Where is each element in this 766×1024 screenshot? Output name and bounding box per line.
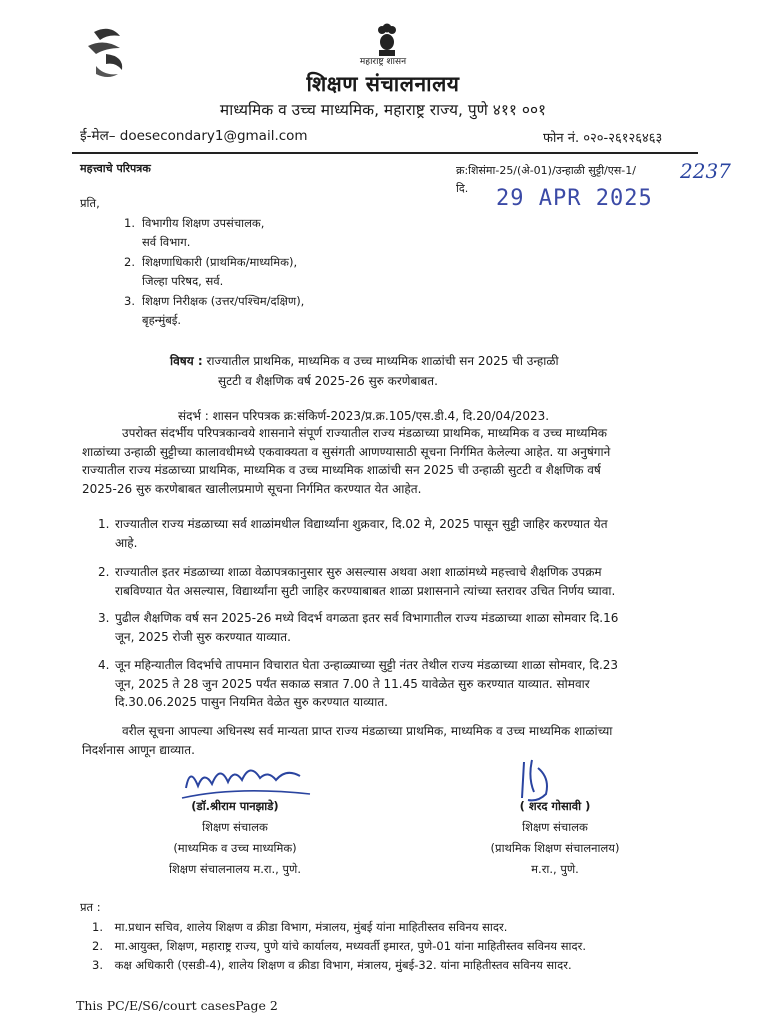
signatory-designation: शिक्षण संचालक — [522, 820, 588, 834]
addressee-number: 2. — [124, 255, 135, 269]
intro-line: राज्यातील राज्य मंडळाच्या प्राथमिक, माध्यमिक व उच्च माध्यमिक शाळांची सन 2025 ची उन्हाळी सुटटी व शैक्षणिक वर्ष — [82, 463, 601, 478]
copy-to-text: कक्ष अधिकारी (एसडी-4), शालेय शिक्षण व क्रीडा विभाग, मंत्रालय, मुंबई-32. यांना माहितीस्तव सविनय सादर. — [114, 958, 572, 972]
point-line: आहे. — [115, 535, 138, 550]
reference-number: क्र:शिसंमा-25/(अे-01)/उन्हाळी सुट्टी/एस-1/ — [456, 164, 636, 177]
copy-to-number: 2. — [92, 939, 103, 953]
date-stamp: 29 APR 2025 — [496, 186, 653, 211]
state-emblem-icon — [376, 22, 398, 58]
copy-to-item — [92, 939, 586, 954]
department-title: शिक्षण संचालनालय — [306, 72, 460, 96]
copy-to-item — [92, 958, 572, 973]
addressee-line: बृहन्मुंबई. — [142, 313, 182, 327]
intro-line: 2025-26 सुरु करणेबाबत खालीलप्रमाणे सूचना निर्गमित करण्यात येत आहेत. — [82, 481, 422, 496]
signatory-dept: (माध्यमिक व उच्च माध्यमिक) — [173, 841, 297, 855]
email-line: ई-मेल– doesecondary1@gmail.com — [80, 128, 308, 144]
point-item — [98, 609, 708, 649]
signatory-left — [130, 796, 340, 880]
closing-paragraph — [82, 722, 712, 759]
point-line: दि.30.06.2025 पासुन नियमित वेळेत सुरु करण्यात याव्यात. — [115, 695, 388, 710]
header-divider — [72, 152, 698, 154]
subject-line: सुटटी व शैक्षणिक वर्ष 2025-26 सुरु करणेबाबत. — [218, 374, 438, 388]
phone-line: फोन नं. ०२०-२६१२६४६३ — [543, 131, 663, 146]
intro-paragraph — [82, 424, 712, 498]
signatory-dept: (प्राथमिक शिक्षण संचालनालय) — [490, 841, 620, 855]
addressee-line: जिल्हा परिषद, सर्व. — [142, 274, 224, 288]
copy-to-number: 1. — [92, 920, 103, 934]
closing-line: वरील सूचना आपल्या अधिनस्थ सर्व मान्यता प्राप्त राज्य मंडळाच्या प्राथमिक, माध्यमिक व उच्च माध्यमिक शाळांच्या — [122, 724, 613, 738]
closing-line: निदर्शनास आणून द्याव्यात. — [82, 742, 195, 757]
addressee-item — [124, 292, 424, 330]
copy-to-label: प्रत : — [80, 900, 101, 914]
copy-to-text: मा.प्रधान सचिव, शालेय शिक्षण व क्रीडा विभाग, मंत्रालय, मुंबई यांना माहितीस्तव सविनय सादर. — [114, 920, 508, 934]
subject-block — [170, 351, 680, 391]
circular-type: महत्त्वाचे परिपत्रक — [80, 162, 151, 175]
subject-line: राज्यातील प्राथमिक, माध्यमिक व उच्च माध्यमिक शाळांची सन 2025 ची उन्हाळी — [206, 354, 559, 368]
point-line: राबविण्यात येत असल्यास, विद्यार्थ्यांना सुटी जाहिर करण्याबाबत शाळा प्रशासनाने त्यांच्या स्तरावर उचित निर्णय घ्यावा. — [115, 583, 616, 598]
signatory-office: शिक्षण संचालनालय म.रा., पुणे. — [168, 862, 302, 876]
addressee-line: शिक्षण निरीक्षक (उत्तर/पश्चिम/दक्षिण), — [142, 294, 305, 308]
addressee-item — [124, 214, 424, 252]
footer-path: This PC/E/S6/court casesPage 2 — [76, 998, 278, 1013]
reference-line: संदर्भ : शासन परिपत्रक क्र:संकिर्ण-2023/प्र.क्र.105/एस.डी.4, दि.20/04/2023. — [178, 409, 550, 423]
reference-handwritten-number: 2237 — [680, 159, 731, 183]
date-label: दि. — [456, 182, 469, 195]
point-item — [98, 563, 708, 603]
addressee-line: शिक्षणाधिकारी (प्राथमिक/माध्यमिक), — [142, 255, 298, 269]
intro-line: शाळांच्या उन्हाळी सुट्टीच्या कालावधीमध्ये एकवाक्यता व सुसंगती आणण्यासाठी सूचना निर्गमित केलेल्या आहेत. या अनुषंगाने — [82, 444, 611, 459]
point-number: 2. — [98, 565, 110, 579]
addressee-line: सर्व विभाग. — [142, 235, 191, 249]
signatory-office: म.रा., पुणे. — [531, 862, 579, 876]
signatory-right — [450, 796, 660, 880]
maharashtra-shasan-label: महाराष्ट्र शासन — [359, 57, 407, 67]
point-number: 1. — [98, 517, 110, 531]
addressee-number: 1. — [124, 216, 135, 230]
point-line: राज्यातील इतर मंडळाच्या शाळा वेळापत्रकानुसार सुरु असल्यास अथवा अशा शाळांमध्ये महत्त्वाचे शैक्षणिक उपक्रम — [115, 565, 602, 579]
point-line: राज्यातील राज्य मंडळाच्या सर्व शाळांमधील विद्यार्थ्यांना शुक्रवार, दि.02 मे, 2025 पासून सुट्टी जाहिर करण्यात येत — [115, 517, 608, 531]
point-line: जून महिन्यातील विदर्भाचे तापमान विचारात घेता उन्हाळ्याच्या सुट्टी नंतर तेथील राज्य मंडळाच्या शाळा सोमवार, दि.23 — [115, 658, 619, 672]
addressee-line: विभागीय शिक्षण उपसंचालक, — [142, 216, 265, 230]
copy-to-item — [92, 920, 507, 935]
point-number: 4. — [98, 658, 110, 672]
point-line: जून, 2025 रोजी सुरु करण्यात याव्यात. — [115, 629, 291, 644]
signatory-designation: शिक्षण संचालक — [202, 820, 268, 834]
point-line: पुढील शैक्षणिक वर्ष सन 2025-26 मध्ये विदर्भ वगळता इतर सर्व विभागातील राज्य मंडळाच्या शाळा सोमवार दि.16 — [115, 611, 619, 625]
intro-line: उपरोक्त संदर्भीय परिपत्रकान्वये शासनाने संपूर्ण राज्यातील राज्य मंडळाच्या प्राथमिक, माध्यमिक व उच्च माध्यमिक — [122, 426, 608, 440]
addressee-number: 3. — [124, 294, 135, 308]
point-number: 3. — [98, 611, 110, 625]
signatory-name: (डॉ.श्रीराम पानझाडे) — [191, 799, 279, 813]
prati-label: प्रति, — [80, 196, 100, 210]
point-line: जून, 2025 ते 28 जुन 2025 पर्यंत सकाळ सत्रात 7.00 ते 11.45 यावेळेत सुरु करण्यात याव्यात. सोमवार — [115, 676, 590, 691]
signatory-name: ( शरद गोसावी ) — [519, 799, 591, 813]
department-address: माध्यमिक व उच्च माध्यमिक, महाराष्ट्र राज्य, पुणे ४११ ००१ — [219, 101, 547, 119]
copy-to-text: मा.आयुक्त, शिक्षण, महाराष्ट्र राज्य, पुणे यांचे कार्यालय, मध्यवर्ती इमारत, पुणे-01 यांना माहितीस्तव सविनय सादर. — [114, 939, 586, 953]
addressee-item — [124, 253, 424, 291]
point-item — [98, 656, 708, 714]
point-item — [98, 515, 708, 555]
copy-to-number: 3. — [92, 958, 103, 972]
subject-label: विषय : — [170, 354, 203, 368]
